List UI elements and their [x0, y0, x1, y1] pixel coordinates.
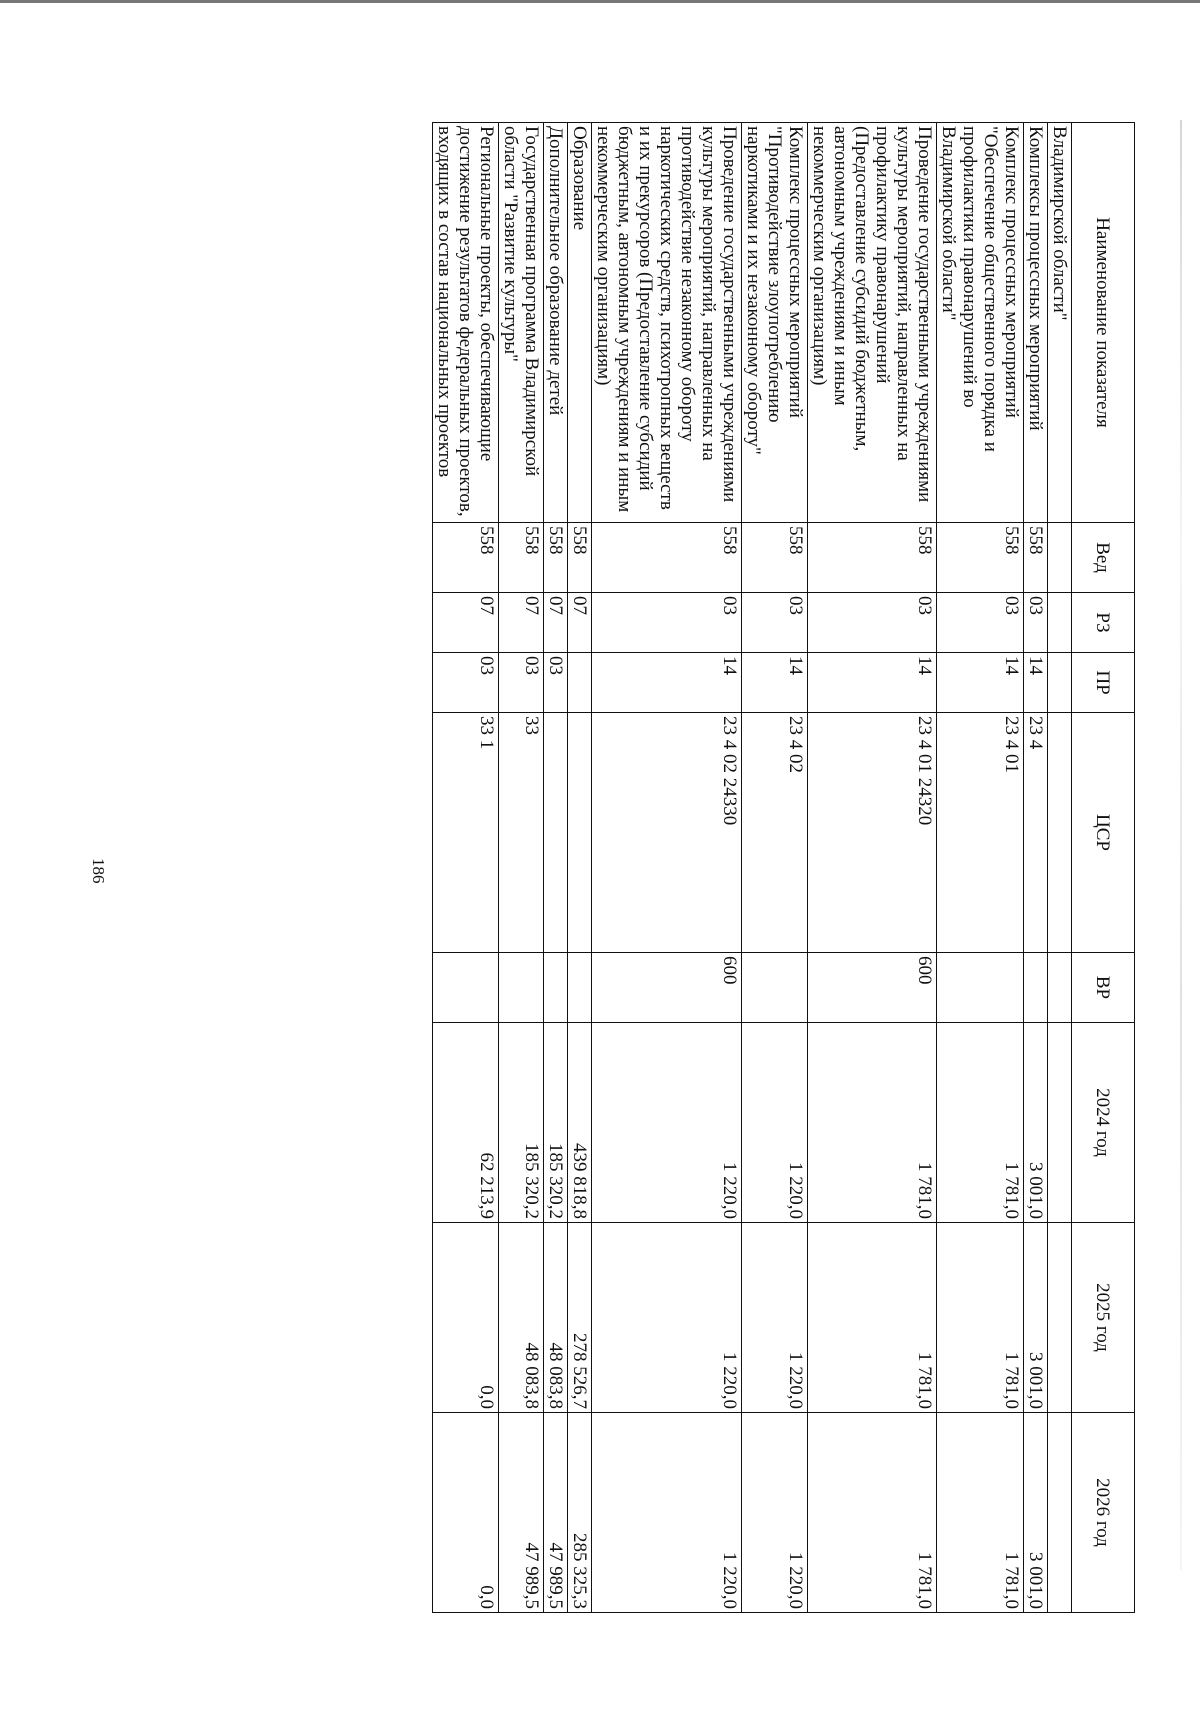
cell-csr: 23 4 01 24320	[808, 713, 937, 953]
cell-2026	[1048, 1413, 1072, 1613]
table-row	[742, 123, 808, 1613]
cell-ved: 558	[937, 523, 1024, 593]
cell-csr	[568, 713, 592, 953]
table-body	[433, 123, 1072, 1613]
cell-2024: 185 320,2	[544, 1023, 568, 1223]
table-header-row	[1072, 123, 1135, 1613]
cell-2024: 1 220,0	[592, 1023, 742, 1223]
cell-csr	[544, 713, 568, 953]
cell-2025: 1 220,0	[592, 1223, 742, 1413]
cell-rz	[1048, 593, 1072, 653]
cell-2026: 47 989,5	[544, 1413, 568, 1613]
table-row	[433, 123, 499, 1613]
cell-2026: 0,0	[433, 1413, 499, 1613]
cell-2024: 1 781,0	[808, 1023, 937, 1223]
page-number: 186	[89, 858, 108, 884]
cell-2026: 47 989,5	[499, 1413, 544, 1613]
cell-2025: 1 781,0	[808, 1223, 937, 1413]
cell-2024: 62 213,9	[433, 1023, 499, 1223]
cell-pr: 03	[433, 653, 499, 713]
cell-2025: 0,0	[433, 1223, 499, 1413]
cell-rz: 07	[499, 593, 544, 653]
cell-vr	[544, 953, 568, 1023]
cell-vr	[433, 953, 499, 1023]
cell-vr	[568, 953, 592, 1023]
cell-2025: 3 001,0	[1024, 1223, 1048, 1413]
cell-name: Комплекс процессных мероприятий "Противодействие злоупотреблению наркотиками и их незаконному обороту"	[742, 123, 808, 523]
cell-2026: 1 220,0	[592, 1413, 742, 1613]
header-name: Наименование показателя	[1072, 123, 1135, 523]
cell-2025: 278 526,7	[568, 1223, 592, 1413]
cell-2024: 3 001,0	[1024, 1023, 1048, 1223]
header-2024: 2024 год	[1072, 1023, 1135, 1223]
scan-edge-mark	[1180, 120, 1182, 1570]
header-vr: ВР	[1072, 953, 1135, 1023]
cell-pr: 14	[742, 653, 808, 713]
cell-vr	[937, 953, 1024, 1023]
cell-name: Комплекс процессных мероприятий "Обеспечение общественного порядка и профилактики правонарушений во Владимирской области"	[937, 123, 1024, 523]
cell-name: Региональные проекты, обеспечивающие достижение результатов федеральных проектов, входящих в состав национальных проектов	[433, 123, 499, 523]
cell-ved	[1048, 523, 1072, 593]
cell-2025	[1048, 1223, 1072, 1413]
cell-pr	[568, 653, 592, 713]
table-row	[1024, 123, 1048, 1613]
cell-csr: 33	[499, 713, 544, 953]
cell-name: Владимирской области"	[1048, 123, 1072, 523]
table-row	[499, 123, 544, 1613]
cell-pr	[1048, 653, 1072, 713]
table-row	[1048, 123, 1072, 1613]
cell-2026: 1 220,0	[742, 1413, 808, 1613]
cell-2025: 48 083,8	[499, 1223, 544, 1413]
cell-2024: 1 220,0	[742, 1023, 808, 1223]
cell-2025: 1 220,0	[742, 1223, 808, 1413]
cell-csr: 23 4	[1024, 713, 1048, 953]
cell-rz: 07	[568, 593, 592, 653]
cell-2026: 285 325,3	[568, 1413, 592, 1613]
cell-vr	[742, 953, 808, 1023]
cell-ved: 558	[1024, 523, 1048, 593]
cell-csr: 23 4 02	[742, 713, 808, 953]
cell-rz: 03	[937, 593, 1024, 653]
cell-vr	[499, 953, 544, 1023]
cell-csr	[1048, 713, 1072, 953]
budget-table	[432, 122, 1135, 1613]
cell-csr: 23 4 01	[937, 713, 1024, 953]
cell-rz: 07	[544, 593, 568, 653]
table-row	[937, 123, 1024, 1613]
cell-2024: 185 320,2	[499, 1023, 544, 1223]
header-pr: ПР	[1072, 653, 1135, 713]
table-row	[568, 123, 592, 1613]
cell-2025: 1 781,0	[937, 1223, 1024, 1413]
cell-2026: 1 781,0	[808, 1413, 937, 1613]
cell-vr	[1024, 953, 1048, 1023]
cell-pr: 14	[808, 653, 937, 713]
cell-pr: 03	[499, 653, 544, 713]
cell-pr: 14	[1024, 653, 1048, 713]
cell-name: Дополнительное образование детей	[544, 123, 568, 523]
cell-rz: 07	[433, 593, 499, 653]
cell-2025: 48 083,8	[544, 1223, 568, 1413]
cell-csr: 23 4 02 24330	[592, 713, 742, 953]
cell-2024: 439 818,8	[568, 1023, 592, 1223]
cell-2024	[1048, 1023, 1072, 1223]
header-csr: ЦСР	[1072, 713, 1135, 953]
cell-2026: 1 781,0	[937, 1413, 1024, 1613]
cell-vr	[1048, 953, 1072, 1023]
cell-ved: 558	[742, 523, 808, 593]
header-2026: 2026 год	[1072, 1413, 1135, 1613]
cell-pr: 03	[544, 653, 568, 713]
cell-name: Государственная программа Владимирской области "Развитие культуры"	[499, 123, 544, 523]
cell-name: Комплексы процессных мероприятий	[1024, 123, 1048, 523]
cell-vr: 600	[592, 953, 742, 1023]
cell-ved: 558	[544, 523, 568, 593]
cell-csr: 33 1	[433, 713, 499, 953]
cell-rz: 03	[808, 593, 937, 653]
cell-ved: 558	[433, 523, 499, 593]
cell-name: Проведение государственными учреждениями культуры мероприятий, направленных на профилактику правонарушений (Предоставление субсидий бюджетным, автономным учреждениям и иным некоммерческим организациям)	[808, 123, 937, 523]
cell-2024: 1 781,0	[937, 1023, 1024, 1223]
cell-rz: 03	[742, 593, 808, 653]
cell-rz: 03	[592, 593, 742, 653]
cell-name: Образование	[568, 123, 592, 523]
cell-rz: 03	[1024, 593, 1048, 653]
cell-2026: 3 001,0	[1024, 1413, 1048, 1613]
cell-vr: 600	[808, 953, 937, 1023]
cell-ved: 558	[568, 523, 592, 593]
rotated-table-wrapper	[168, 122, 1135, 1612]
header-2025: 2025 год	[1072, 1223, 1135, 1413]
cell-ved: 558	[592, 523, 742, 593]
cell-pr: 14	[592, 653, 742, 713]
cell-pr: 14	[937, 653, 1024, 713]
table-row	[592, 123, 742, 1613]
cell-ved: 558	[499, 523, 544, 593]
cell-ved: 558	[808, 523, 937, 593]
table-row	[808, 123, 937, 1613]
table-row	[544, 123, 568, 1613]
top-edge-line	[0, 0, 1200, 3]
header-rz: РЗ	[1072, 593, 1135, 653]
cell-name: Проведение государственными учреждениями культуры мероприятий, направленных на противодействие незаконному обороту наркотических средств, психотропных веществ и их прекурсоров (Предоставление субсидий бюджетным, автономным учреждениям и иным некоммерческим организациям)	[592, 123, 742, 523]
header-ved: Вед	[1072, 523, 1135, 593]
